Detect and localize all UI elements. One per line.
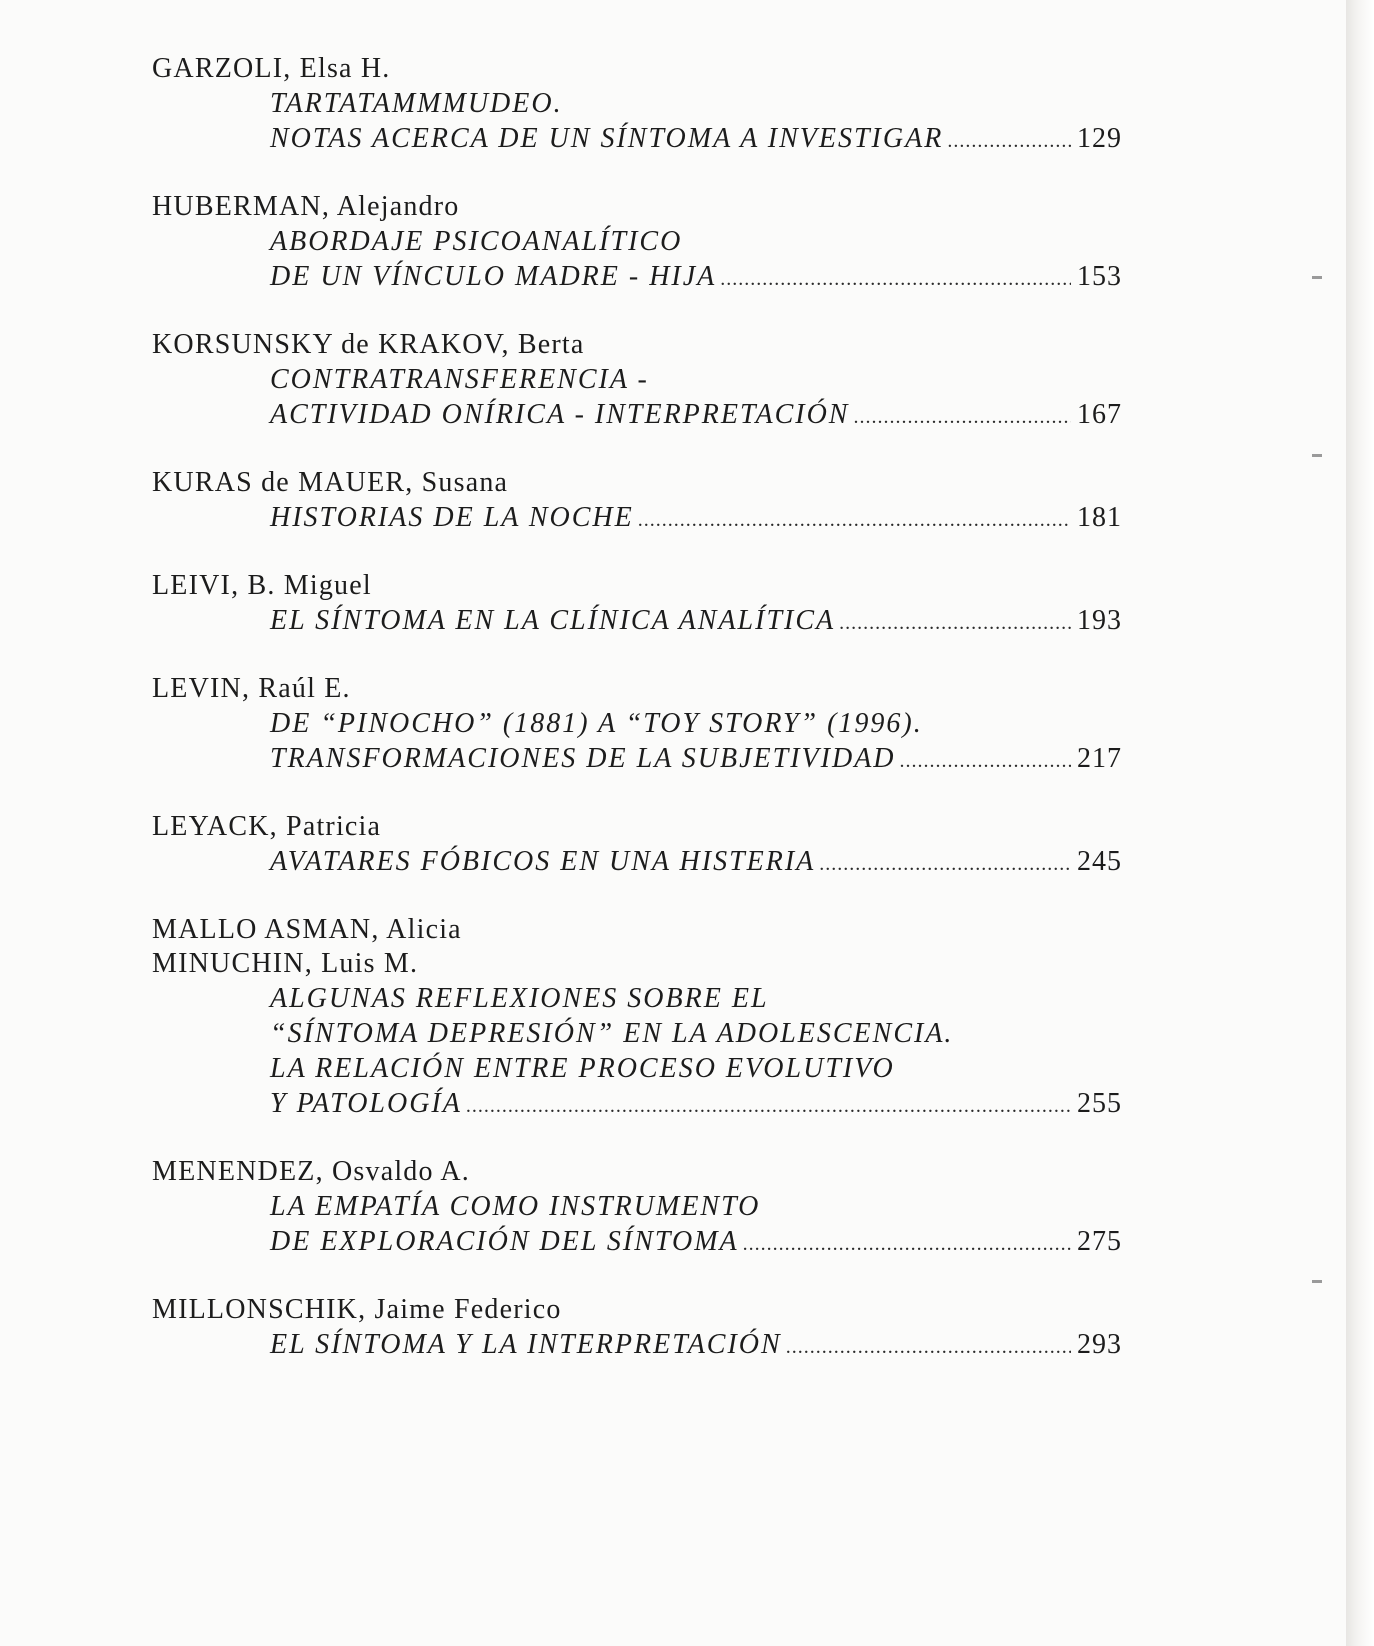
toc-entry: [152, 466, 1152, 538]
entry-title-final-line: [270, 259, 1122, 297]
entry-title-final-line: [270, 844, 1122, 882]
table-of-contents: [152, 52, 1152, 1396]
entry-author: MINUCHIN, Luis M.: [152, 948, 419, 979]
entry-title-line: Y PATOLOGÍA: [270, 1088, 462, 1119]
entry-title-line: ALGUNAS REFLEXIONES SOBRE EL: [270, 983, 769, 1014]
entry-author: KORSUNSKY de KRAKOV, Berta: [152, 329, 585, 360]
toc-entry: [152, 913, 1152, 1124]
entry-author: HUBERMAN, Alejandro: [152, 191, 460, 222]
entry-page-number: 167: [1077, 399, 1122, 430]
entry-title-line: DE “PINOCHO” (1881) A “TOY STORY” (1996).: [270, 708, 923, 739]
entry-title-final-line: [270, 500, 1122, 538]
entry-page-number: 217: [1077, 743, 1122, 774]
entry-page-number: 275: [1077, 1226, 1122, 1257]
entry-title-line: TARTATAMMMUDEO.: [270, 88, 563, 119]
entry-author: GARZOLI, Elsa H.: [152, 53, 391, 84]
entry-author: LEIVI, B. Miguel: [152, 570, 372, 601]
toc-entry: [152, 52, 1152, 159]
toc-entry: [152, 1155, 1152, 1262]
entry-page-number: 193: [1077, 605, 1122, 636]
entry-author: LEVIN, Raúl E.: [152, 673, 351, 704]
entry-title-line: HISTORIAS DE LA NOCHE: [270, 502, 634, 533]
entry-title-line: NOTAS ACERCA DE UN SÍNTOMA A INVESTIGAR: [270, 123, 944, 154]
dot-leader: [900, 744, 1071, 779]
entry-title-line: DE UN VÍNCULO MADRE - HIJA: [270, 261, 717, 292]
binding-mark: [1312, 276, 1322, 279]
toc-entry: [152, 672, 1152, 779]
entry-page-number: 293: [1077, 1329, 1122, 1360]
entry-page-number: 181: [1077, 502, 1122, 533]
entry-title-line: ABORDAJE PSICOANALÍTICO: [270, 226, 683, 257]
entry-title-final-line: [270, 397, 1122, 435]
entry-title-line: LA EMPATÍA COMO INSTRUMENTO: [270, 1191, 761, 1222]
entry-title-line: TRANSFORMACIONES DE LA SUBJETIVIDAD: [270, 743, 896, 774]
entry-title-line: CONTRATRANSFERENCIA -: [270, 364, 649, 395]
dot-leader: [720, 262, 1071, 297]
page-edge-shadow: [1346, 0, 1374, 1646]
entry-page-number: 255: [1077, 1088, 1122, 1119]
dot-leader: [947, 124, 1071, 159]
entry-title-line: EL SÍNTOMA EN LA CLÍNICA ANALÍTICA: [270, 605, 836, 636]
dot-leader: [466, 1089, 1071, 1124]
entry-title-final-line: [270, 1327, 1122, 1365]
entry-author: KURAS de MAUER, Susana: [152, 467, 509, 498]
entry-title-line: ACTIVIDAD ONÍRICA - INTERPRETACIÓN: [270, 399, 850, 430]
dot-leader: [839, 606, 1071, 641]
dot-leader: [853, 400, 1071, 435]
binding-mark: [1312, 454, 1322, 457]
entry-title-line: “SÍNTOMA DEPRESIÓN” EN LA ADOLESCENCIA.: [270, 1018, 954, 1049]
dot-leader: [743, 1227, 1071, 1262]
toc-entry: [152, 328, 1152, 435]
entry-title-line: AVATARES FÓBICOS EN UNA HISTERIA: [270, 846, 816, 877]
entry-title-final-line: [270, 1224, 1122, 1262]
entry-title-line: LA RELACIÓN ENTRE PROCESO EVOLUTIVO: [270, 1053, 895, 1084]
dot-leader: [638, 503, 1071, 538]
entry-title-line: EL SÍNTOMA Y LA INTERPRETACIÓN: [270, 1329, 782, 1360]
entry-page-number: 245: [1077, 846, 1122, 877]
binding-mark: [1312, 1280, 1322, 1283]
dot-leader: [786, 1330, 1071, 1365]
entry-title-final-line: [270, 741, 1122, 779]
entry-title-final-line: [270, 121, 1122, 159]
toc-entry: [152, 1293, 1152, 1365]
entry-author: MILLONSCHIK, Jaime Federico: [152, 1294, 562, 1325]
toc-entry: [152, 810, 1152, 882]
entry-author: MALLO ASMAN, Alicia: [152, 914, 462, 945]
entry-title-final-line: [270, 1086, 1122, 1124]
entry-page-number: 129: [1077, 123, 1122, 154]
entry-page-number: 153: [1077, 261, 1122, 292]
entry-title-line: DE EXPLORACIÓN DEL SÍNTOMA: [270, 1226, 739, 1257]
dot-leader: [819, 847, 1071, 882]
entry-author: MENENDEZ, Osvaldo A.: [152, 1156, 470, 1187]
toc-entry: [152, 569, 1152, 641]
entry-title-final-line: [270, 603, 1122, 641]
entry-author: LEYACK, Patricia: [152, 811, 382, 842]
toc-entry: [152, 190, 1152, 297]
